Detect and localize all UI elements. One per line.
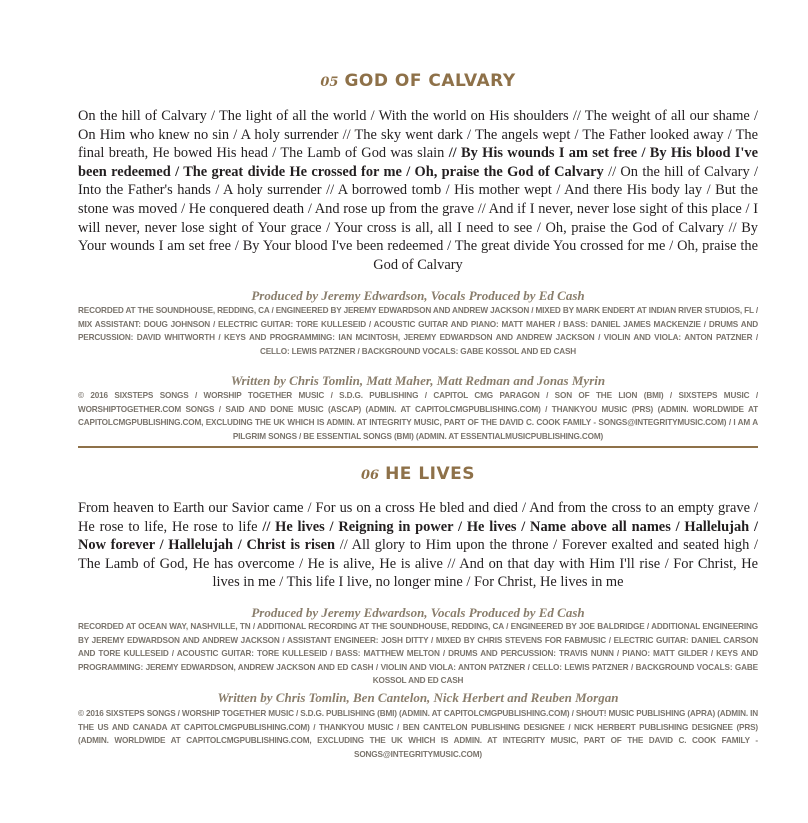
- lyrics-verse: // On the hill of Calvary / Into the Father's hands / A holy surrender // A borrowed tomb / His mother wept / And there His body lay / But the stone was moved / He conquered death / And rose up from the grave // And if I never, never lose sight of this place / I will never, never lose sight of Your grace / Your cross is all, all I need to see / Oh, praise the God of Calvary // By Your wounds I am set free / By Your blood I've been redeemed / The great divide You crossed for me / Oh, praise the God of Calvary: [78, 163, 758, 273]
- produced-by: Produced by Jeremy Edwardson, Vocals Produced by Ed Cash: [251, 288, 585, 303]
- song-title: HE LIVES: [385, 464, 476, 484]
- track-number: 06: [360, 468, 380, 483]
- track-number: 05: [320, 75, 339, 90]
- song-title: GOD OF CALVARY: [344, 71, 516, 91]
- lyrics-chorus: // He lives / Reigning in power / He lives / Name above all names / Hallelujah / Now forever / Hallelujah / Christ is risen: [78, 518, 758, 554]
- written-by: Written by Chris Tomlin, Matt Maher, Matt Redman and Jonas Myrin: [230, 373, 606, 388]
- song-lyrics: [78, 499, 758, 592]
- lyrics-verse: On the hill of Calvary / The light of all the world / With the world on His shoulders // The weight of all our shame / On Him who knew no sin / A holy surrender // The sky went dark / The angels wept / The Father looked away / The final breath, He bowed His head / The Lamb of God was slain: [78, 108, 758, 162]
- production-credits: RECORDED AT OCEAN WAY, NASHVILLE, TN / ADDITIONAL RECORDING AT THE SOUNDHOUSE, REDDING, CA / ENGINEERED BY JOE BALDRIDGE / ADDITIONAL ENGINEERING BY JEREMY EDWARDSON AND ANDREW JACKSON / ASSISTANT ENGINEER: JOSH DITTY / MIXED BY CHRIS STEVENS FOR FABMUSIC / ELECTRIC GUITAR: DANIEL CARSON AND TORE KULLESEID / ACOUSTIC GUITAR: TORE KULLESEID / BASS: MATTHEW MELTON / DRUMS AND PERCUSSION: TRAVIS NUNN / PIANO: MATT GILDER / KEYS AND PROGRAMMING: JEREMY EDWARDSON, ANDREW JACKSON AND ED CASH / VIOLIN AND VIOLA: ANTON PATZNER / CELLO: LEWIS PATZNER / BACKGROUND VOCALS: GABE KOSSOL AND ED CASH: [78, 622, 758, 686]
- song-section-05: [78, 67, 758, 95]
- song-heading: [78, 67, 758, 95]
- publishing-credits: © 2016 SIXSTEPS SONGS / WORSHIP TOGETHER MUSIC / S.D.G. PUBLISHING (BMI) (ADMIN. AT CAPITOLCMGPUBLISHING.COM) / SHOUT! MUSIC PUBLISHING (APRA) (ADMIN. IN THE US AND CANADA AT CAPITOLCMGPUBLISHING.COM) / THANKYOU MUSIC / BEN CANTELON PUBLISHING DESIGNEE / NICK HERBERT PUBLISHING DESIGNEE (PRS) (ADMIN. WORLDWIDE AT CAPITOLCMGPUBLISHING.COM, EXCLUDING THE UK WHICH IS ADMIN. AT INTEGRITY MUSIC, PART OF THE DAVID C. COOK FAMILY - SONGS@INTEGRITYMUSIC.COM): [78, 709, 758, 759]
- publishing-credits: © 2016 SIXSTEPS SONGS / WORSHIP TOGETHER MUSIC / S.D.G. PUBLISHING / CAPITOL CMG PARAGON / SON OF THE LION (BMI) / SIXSTEPS MUSIC / WORSHIPTOGETHER.COM SONGS / SAID AND DONE MUSIC (ASCAP) (ADMIN. AT CAPITOLCMGPUBLISHING.COM) / THANKYOU MUSIC (PRS) (ADMIN. WORLDWIDE AT CAPITOLCMGPUBLISHING.COM, EXCLUDING THE UK WHICH IS ADMIN. AT INTEGRITY MUSIC, PART OF THE DAVID C. COOK FAMILY - SONGS@INTEGRITYMUSIC.COM) / I AM A PILGRIM SONGS / BE ESSENTIAL SONGS (BMI) (ADMIN. AT ESSENTIALMUSICPUBLISHING.COM): [78, 391, 758, 441]
- song-lyrics: [78, 107, 758, 274]
- production-credits: RECORDED AT THE SOUNDHOUSE, REDDING, CA / ENGINEERED BY JEREMY EDWARDSON AND ANDREW JACKSON / MIXED BY MARK ENDERT AT INDIAN RIVER STUDIOS, FL / MIX ASSISTANT: DOUG JOHNSON / ELECTRIC GUITAR: TORE KULLESEID / ACOUSTIC GUITAR AND PIANO: MATT MAHER / BASS: DANIEL JAMES MACKENZIE / DRUMS AND PERCUSSION: DAVID WHITWORTH / KEYS AND PROGRAMMING: IAN MCINTOSH, JEREMY EDWARDSON AND ANDREW JACKSON / VIOLIN AND VIOLA: ANTON PATZNER / CELLO: LEWIS PATZNER / BACKGROUND VOCALS: GABE KOSSOL AND ED CASH: [78, 306, 758, 356]
- song-heading: [78, 460, 758, 488]
- song-section-06: [78, 460, 758, 488]
- produced-by: Produced by Jeremy Edwardson, Vocals Produced by Ed Cash: [251, 605, 585, 620]
- lyrics-verse: From heaven to Earth our Savior came / For us on a cross He bled and died / And from the cross to an empty grave / He rose to life, He rose to life: [78, 500, 758, 535]
- lyrics-chorus: // By His wounds I am set free / By His blood I've been redeemed / The great divide He crossed for me / Oh, praise the God of Calvary: [78, 145, 758, 180]
- lyrics-verse: // All glory to Him upon the throne / Forever exalted and seated high / The Lamb of God, He has overcome / He is alive, He is alive // And on that day with Him I'll rise / For Christ, He lives in me / This life I live, no longer mine / For Christ, He lives in me: [78, 537, 759, 591]
- section-divider: [78, 446, 758, 448]
- written-by: Written by Chris Tomlin, Ben Cantelon, Nick Herbert and Reuben Morgan: [217, 690, 619, 705]
